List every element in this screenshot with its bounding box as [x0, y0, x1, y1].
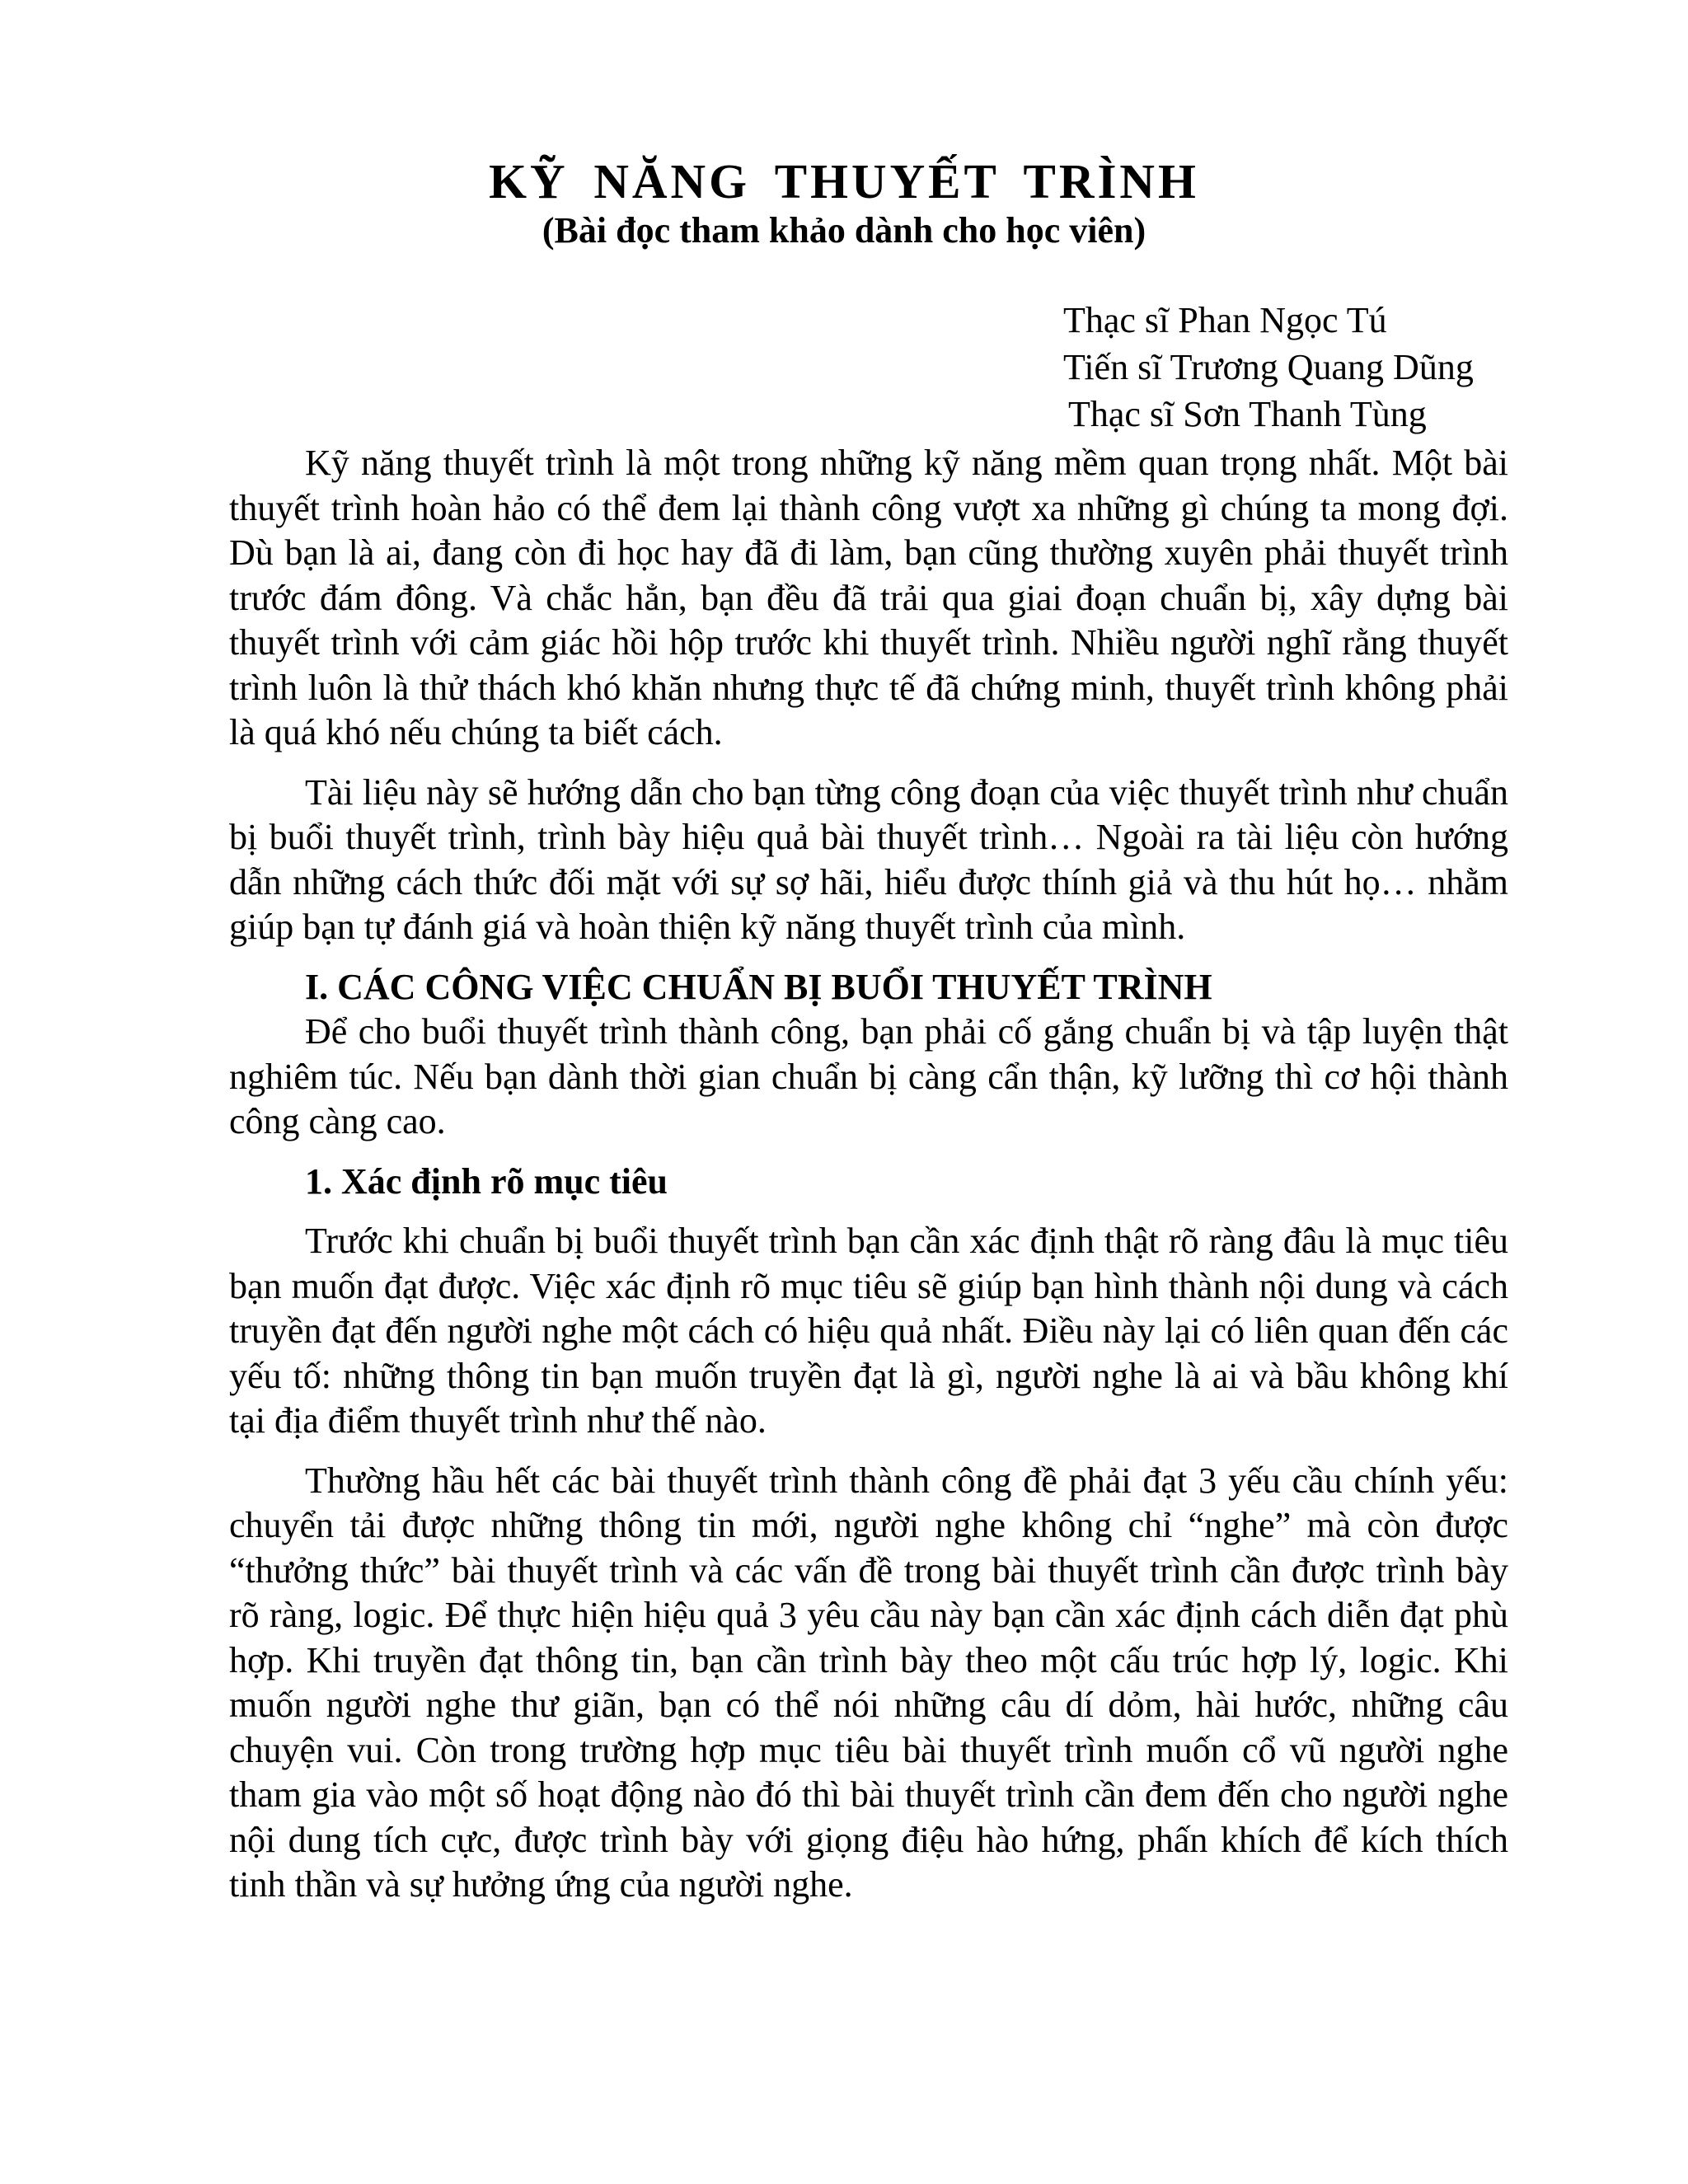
- author-name: Thạc sĩ Phan Ngọc Tú: [1063, 300, 1387, 340]
- section-heading: I. CÁC CÔNG VIỆC CHUẨN BỊ BUỔI THUYẾT TRÌNH: [305, 966, 1212, 1007]
- document-subtitle: (Bài đọc tham khảo dành cho học viên): [542, 210, 1146, 251]
- author-name: Thạc sĩ Sơn Thanh Tùng: [1068, 394, 1427, 434]
- document-body: [229, 441, 1508, 1908]
- paragraph-goal-1: Trước khi chuẩn bị buổi thuyết trình bạn cần xác định thật rõ ràng đâu là mục tiêu bạn muốn đạt được. Việc xác định rõ mục tiêu sẽ giúp bạn hình thành nội dung và cách truyền đạt đến người nghe một cách có hiệu quả nhất. Điều này lại có liên quan đến các yếu tố: những thông tin bạn muốn truyền đạt là gì, người nghe là ai và bầu không khí tại địa điểm thuyết trình như thế nào.: [229, 1221, 1508, 1441]
- author-name: Tiến sĩ Trương Quang Dũng: [1063, 347, 1474, 387]
- document-title: KỸ NĂNG THUYẾT TRÌNH: [489, 154, 1199, 209]
- author-list: [1063, 297, 1474, 438]
- paragraph-goal-2: Thường hầu hết các bài thuyết trình thành công đề phải đạt 3 yếu cầu chính yếu: chuyển tải được những thông tin mới, người nghe không chỉ “nghe” mà còn được “thưởng thức” bài thuyết trình và các vấn đề trong bài thuyết trình cần được trình bày rõ ràng, logic. Để thực hiện hiệu quả 3 yêu cầu này bạn cần xác định cách diễn đạt phù hợp. Khi truyền đạt thông tin, bạn cần trình bày theo một cấu trúc hợp lý, logic. Khi muốn người nghe thư giãn, bạn có thể nói những câu dí dỏm, hài hước, những câu chuyện vui. Còn trong trường hợp mục tiêu bài thuyết trình muốn cổ vũ người nghe tham gia vào một số hoạt động nào đó thì bài thuyết trình cần đem đến cho người nghe nội dung tích cực, được trình bày với giọng điệu hào hứng, phấn khích để kích thích tinh thần và sự hưởng ứng của người nghe.: [229, 1460, 1508, 1905]
- paragraph-section-1-intro: Để cho buổi thuyết trình thành công, bạn phải cố gắng chuẩn bị và tập luyện thật nghiêm túc. Nếu bạn dành thời gian chuẩn bị càng cẩn thận, kỹ lưỡng thì cơ hội thành công càng cao.: [229, 1011, 1508, 1141]
- paragraph-intro-1: Kỹ năng thuyết trình là một trong những kỹ năng mềm quan trọng nhất. Một bài thuyết trình hoàn hảo có thể đem lại thành công vượt xa những gì chúng ta mong đợi. Dù bạn là ai, đang còn đi học hay đã đi làm, bạn cũng thường xuyên phải thuyết trình trước đám đông. Và chắc hẳn, bạn đều đã trải qua giai đoạn chuẩn bị, xây dựng bài thuyết trình với cảm giác hồi hộp trước khi thuyết trình. Nhiều người nghĩ rằng thuyết trình luôn là thử thách khó khăn nhưng thực tế đã chứng minh, thuyết trình không phải là quá khó nếu chúng ta biết cách.: [229, 443, 1508, 752]
- subsection-heading: 1. Xác định rõ mục tiêu: [305, 1160, 668, 1202]
- paragraph-intro-2: Tài liệu này sẽ hướng dẫn cho bạn từng công đoạn của việc thuyết trình như chuẩn bị buổi thuyết trình, trình bày hiệu quả bài thuyết trình… Ngoài ra tài liệu còn hướng dẫn những cách thức đối mặt với sự sợ hãi, hiểu được thính giả và thu hút họ… nhằm giúp bạn tự đánh giá và hoàn thiện kỹ năng thuyết trình của mình.: [229, 771, 1508, 947]
